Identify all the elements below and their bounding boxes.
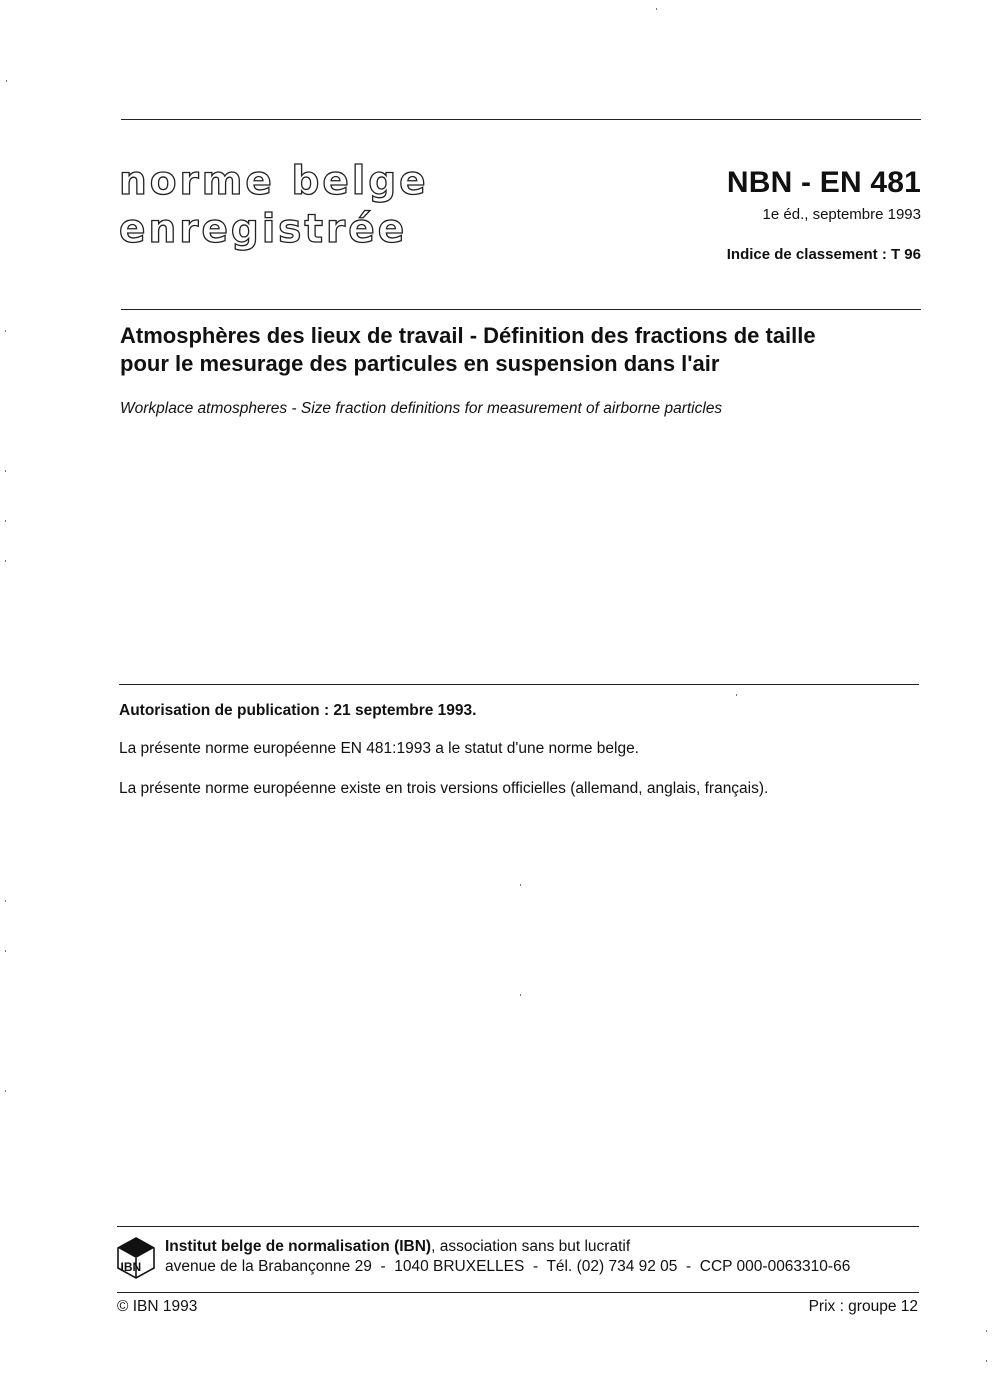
institute-address: avenue de la Brabançonne 29 - 1040 BRUXELLES - Tél. (02) 734 92 05 - CCP 000-0063310-66 [165, 1258, 851, 1275]
scan-speck [5, 560, 6, 562]
scan-speck [986, 1330, 987, 1332]
scan-speck [5, 950, 6, 952]
title-rule [121, 309, 921, 310]
brand-line-2: enregistrée [119, 207, 408, 252]
publication-rule [119, 684, 919, 685]
scan-speck [5, 470, 6, 472]
title-french-line-2: pour le mesurage des particules en suspension dans l'air [120, 351, 720, 376]
scan-speck [520, 884, 521, 886]
footer-rule [117, 1226, 919, 1227]
bottom-rule [117, 1292, 919, 1293]
scan-speck [520, 994, 521, 996]
title-french-line-1: Atmosphères des lieux de travail - Définition des fractions de taille [120, 323, 816, 348]
scan-speck [736, 694, 737, 696]
scan-speck [5, 900, 6, 902]
institute-line [165, 1238, 630, 1256]
brand-line-1: norme belge [119, 159, 429, 204]
publication-authorization: Autorisation de publication : 21 septembre 1993. [119, 702, 477, 719]
scan-speck [5, 330, 6, 332]
price-group: Prix : groupe 12 [808, 1298, 918, 1315]
publication-versions: La présente norme européenne existe en trois versions officielles (allemand, anglais, français). [119, 780, 769, 797]
scan-speck [5, 1090, 6, 1092]
publication-status: La présente norme européenne EN 481:1993 a le statut d'une norme belge. [119, 740, 639, 757]
institute-name: Institut belge de normalisation (IBN) [165, 1238, 432, 1255]
title-english: Workplace atmospheres - Size fraction definitions for measurement of airborne particles [120, 400, 723, 417]
scan-speck [5, 520, 6, 522]
ibn-logo-icon [117, 1237, 155, 1279]
standard-number: NBN - EN 481 [726, 166, 921, 199]
ibn-logo-text: IBN [120, 1260, 142, 1274]
classification-index: Indice de classement : T 96 [726, 246, 921, 263]
top-rule [121, 119, 921, 120]
institute-suffix: , association sans but lucratif [431, 1238, 631, 1255]
scan-speck [6, 80, 7, 82]
edition-date: 1e éd., septembre 1993 [762, 206, 921, 223]
scan-speck [986, 1360, 987, 1362]
copyright: © IBN 1993 [117, 1298, 198, 1315]
scan-speck [656, 8, 657, 10]
